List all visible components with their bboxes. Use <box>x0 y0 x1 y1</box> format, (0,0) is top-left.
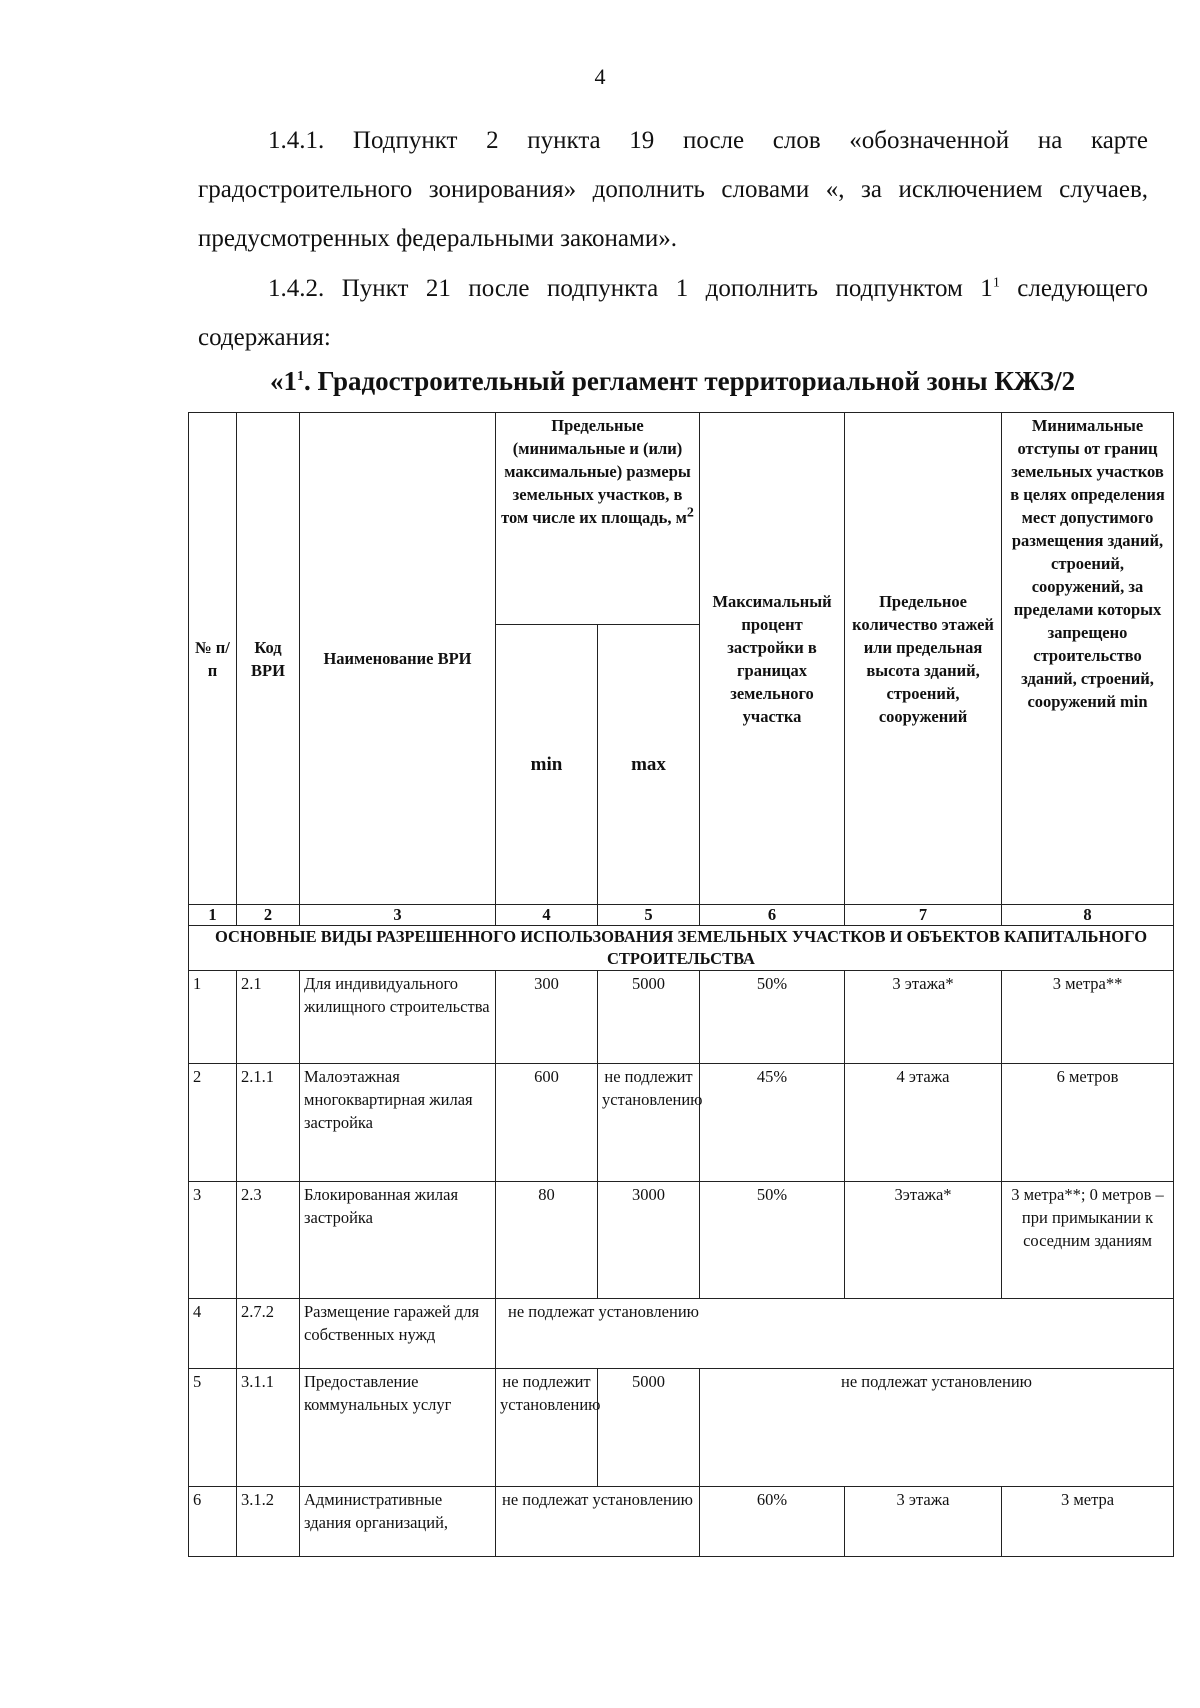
row-setback: 3 метра**; 0 метров – при примыкании к соседним зданиям <box>1002 1182 1174 1299</box>
row-max: 5000 <box>598 1369 700 1487</box>
row-floors: 4 этажа <box>845 1064 1002 1182</box>
table-row <box>189 971 1174 1064</box>
header-max: max <box>598 625 700 905</box>
row-setback: 6 метров <box>1002 1064 1174 1182</box>
row-code: 3.1.2 <box>237 1487 300 1557</box>
column-number: 5 <box>598 905 700 926</box>
regulation-table <box>188 412 1174 1557</box>
row-number: 1 <box>189 971 237 1064</box>
table-row <box>189 1182 1174 1299</box>
regulation-heading: «$1^1$. Градостроительный регламент территориальной зоны КЖЗ/2 <box>270 366 1076 396</box>
header-floors: Предельное количество этажей или предельная высота зданий, строений, сооружений <box>845 413 1002 905</box>
row-name: Размещение гаражей для собственных нужд <box>300 1299 496 1369</box>
row-name: Для индивидуального жилищного строительства <box>300 971 496 1064</box>
header-min: min <box>496 625 598 905</box>
row-name: Малоэтажная многоквартирная жилая застройка <box>300 1064 496 1182</box>
column-number: 2 <box>237 905 300 926</box>
section-title: ОСНОВНЫЕ ВИДЫ РАЗРЕШЕННОГО ИСПОЛЬЗОВАНИЯ ЗЕМЕЛЬНЫХ УЧАСТКОВ И ОБЪЕКТОВ КАПИТАЛЬНОГО СТРОИТЕЛЬСТВА <box>189 926 1174 971</box>
table-row <box>189 1487 1174 1557</box>
page-number: 4 <box>594 64 606 89</box>
row-number: 3 <box>189 1182 237 1299</box>
row-minmax: не подлежат установлению <box>496 1487 700 1557</box>
table-row <box>189 1299 1174 1369</box>
row-min: 600 <box>496 1064 598 1182</box>
row-number: 4 <box>189 1299 237 1369</box>
paragraph-1-4-2: 1.4.2. Пункт 21 после подпункта 1 дополнить подпунктом $1^1$ следующего содержания: <box>198 275 1148 351</box>
row-max: не подлежит установлению <box>598 1064 700 1182</box>
row-max: 3000 <box>598 1182 700 1299</box>
row-max: 5000 <box>598 971 700 1064</box>
row-number: 2 <box>189 1064 237 1182</box>
paragraph-1-4-1: 1.4.1. Подпункт 2 пункта 19 после слов «обозначенной на карте градостроительного зонирования» дополнить словами «, за исключением случаев, предусмотренных федеральными законами». <box>198 127 1148 252</box>
row-floors: 3этажа* <box>845 1182 1002 1299</box>
row-percent: 60% <box>700 1487 845 1557</box>
row-code: 2.1.1 <box>237 1064 300 1182</box>
row-min: 80 <box>496 1182 598 1299</box>
table-row <box>189 1064 1174 1182</box>
row-percent: 50% <box>700 971 845 1064</box>
row-name: Административные здания организаций, <box>300 1487 496 1557</box>
row-code: 3.1.1 <box>237 1369 300 1487</box>
row-name: Предоставление коммунальных услуг <box>300 1369 496 1487</box>
row-code: 2.7.2 <box>237 1299 300 1369</box>
header-number: № п/ п <box>189 413 237 905</box>
column-number: 8 <box>1002 905 1174 926</box>
table-row <box>189 1369 1174 1487</box>
row-min: не подлежит установлению <box>496 1369 598 1487</box>
row-merged-value: не подлежат установлению <box>700 1369 1174 1487</box>
header-setback: Минимальные отступы от границ земельных участков в целях определения мест допустимого размещения зданий, строений, сооружений, за пределами которых запрещено строительство зданий, строений, сооружений min <box>1002 413 1174 905</box>
row-number: 5 <box>189 1369 237 1487</box>
row-number: 6 <box>189 1487 237 1557</box>
header-code: Код ВРИ <box>237 413 300 905</box>
row-setback: 3 метра <box>1002 1487 1174 1557</box>
row-name: Блокированная жилая застройка <box>300 1182 496 1299</box>
header-name: Наименование ВРИ <box>300 413 496 905</box>
row-code: 2.3 <box>237 1182 300 1299</box>
column-number: 3 <box>300 905 496 926</box>
row-merged-value: не подлежат установлению <box>496 1299 1174 1369</box>
row-setback: 3 метра** <box>1002 971 1174 1064</box>
header-max-percent: Максимальный процент застройки в границах земельного участка <box>700 413 845 905</box>
row-min: 300 <box>496 971 598 1064</box>
row-floors: 3 этажа <box>845 1487 1002 1557</box>
column-number: 7 <box>845 905 1002 926</box>
column-number: 6 <box>700 905 845 926</box>
row-percent: 45% <box>700 1064 845 1182</box>
row-code: 2.1 <box>237 971 300 1064</box>
row-percent: 50% <box>700 1182 845 1299</box>
row-floors: 3 этажа* <box>845 971 1002 1064</box>
column-number: 1 <box>189 905 237 926</box>
column-number: 4 <box>496 905 598 926</box>
header-plot-size: Предельные (минимальные и (или) максимальные) размеры земельных участков, в том числе их площадь, $м^2$ <box>496 413 700 625</box>
